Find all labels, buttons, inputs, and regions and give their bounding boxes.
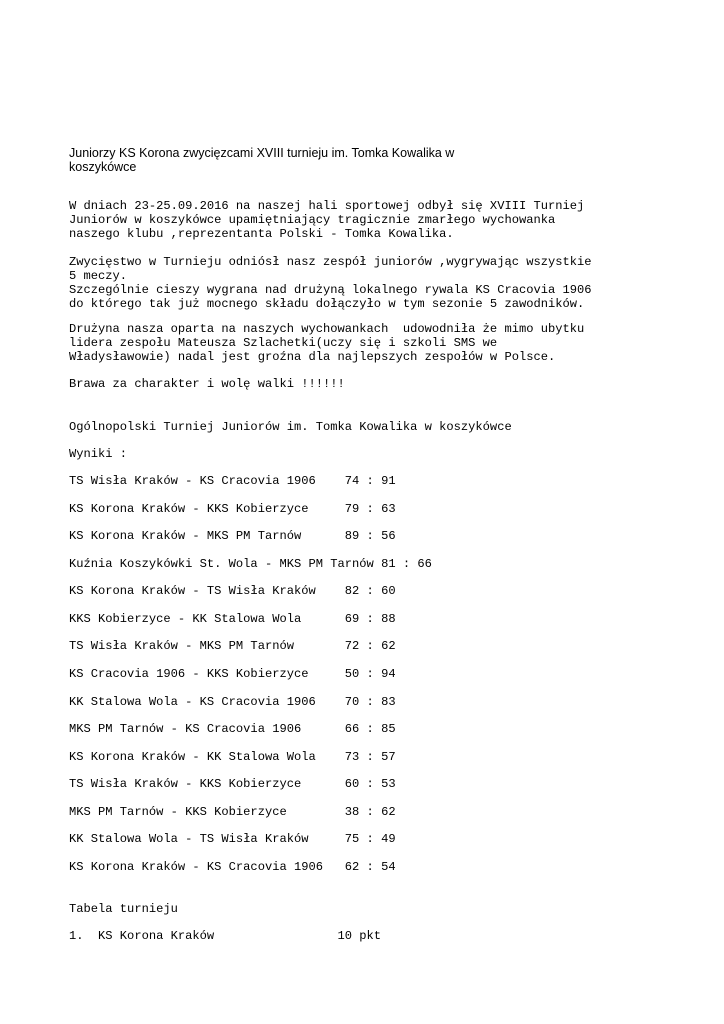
result-row: MKS PM Tarnów - KKS Kobierzyce 38 : 62 [69,805,396,819]
standings-label: Tabela turnieju [69,902,178,916]
result-row: KKS Kobierzyce - KK Stalowa Wola 69 : 88 [69,612,396,626]
result-row: KS Cracovia 1906 - KKS Kobierzyce 50 : 94 [69,667,396,681]
cheer-paragraph: Brawa za charakter i wolę walki !!!!!! [69,377,345,391]
standings-row: 1. KS Korona Kraków 10 pkt [69,929,382,943]
result-row: TS Wisła Kraków - KKS Kobierzyce 60 : 53 [69,777,396,791]
result-row: KS Korona Kraków - KKS Kobierzyce 79 : 63 [69,502,396,516]
result-row: KS Korona Kraków - MKS PM Tarnów 89 : 56 [69,529,396,543]
results-label: Wyniki : [69,447,128,461]
intro-paragraph: W dniach 23-25.09.2016 na naszej hali sportowej odbył się XVIII Turniej Juniorów w koszykówce upamiętniający tragicznie zmarłego wychowanka naszego klubu ,reprezentanta Polski - Tomka Kowalika. [69,199,585,241]
result-row: KK Stalowa Wola - TS Wisła Kraków 75 : 49 [69,832,396,846]
result-row: TS Wisła Kraków - KS Cracovia 1906 74 : 91 [69,474,396,488]
result-row: KK Stalowa Wola - KS Cracovia 1906 70 : 83 [69,695,396,709]
result-row: KS Korona Kraków - KS Cracovia 1906 62 : 54 [69,860,396,874]
result-row: MKS PM Tarnów - KS Cracovia 1906 66 : 85 [69,722,396,736]
tournament-name: Ogólnopolski Turniej Juniorów im. Tomka Kowalika w koszykówce [69,420,512,434]
result-row: Kuźnia Koszykówki St. Wola - MKS PM Tarnów 81 : 66 [69,557,432,571]
result-row: KS Korona Kraków - KK Stalowa Wola 73 : 57 [69,750,396,764]
result-row: KS Korona Kraków - TS Wisła Kraków 82 : 60 [69,584,396,598]
team-paragraph: Drużyna nasza oparta na naszych wychowankach udowodniła że mimo ubytku lidera zespołu Mateusza Szlachetki(uczy się i szkoli SMS we Władysławowie) nadal jest groźna dla najlepszych zespołów w Polsce. [69,322,585,364]
victory-paragraph: Zwycięstwo w Turnieju odniósł nasz zespół juniorów ,wygrywając wszystkie 5 meczy. Szczególnie cieszy wygrana nad drużyną lokalnego rywala KS Cracovia 1906 do którego tak już mocnego składu dołączyło w tym sezonie 5 zawodników. [69,255,592,311]
result-row: TS Wisła Kraków - MKS PM Tarnów 72 : 62 [69,639,396,653]
document-title: Juniorzy KS Korona zwycięzcami XVIII turnieju im. Tomka Kowalika w koszykówce [69,146,455,174]
